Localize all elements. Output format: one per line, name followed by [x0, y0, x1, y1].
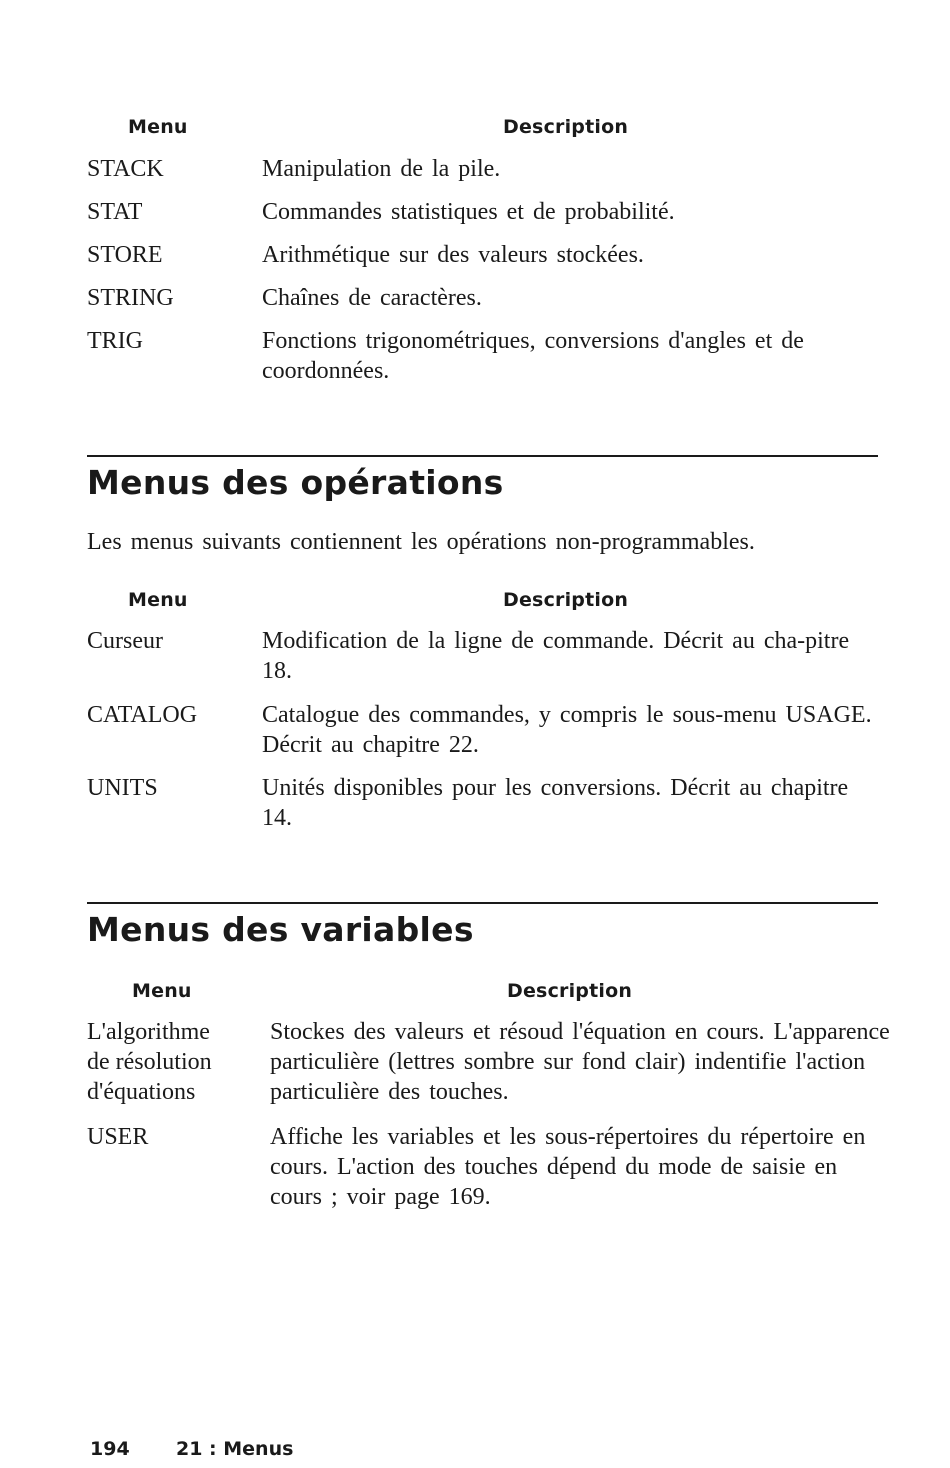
table3-header-menu: Menu: [132, 980, 192, 1002]
menu-description: Arithmétique sur des valeurs stockées.: [262, 242, 644, 268]
page-number: 194: [90, 1438, 130, 1460]
menu-name: UNITS: [87, 775, 158, 801]
menu-description: Chaînes de caractères.: [262, 285, 482, 311]
menu-description: Commandes statistiques et de probabilité.: [262, 199, 675, 225]
table2-header-menu: Menu: [128, 589, 188, 611]
table2-header-description: Description: [503, 589, 629, 611]
menu-name: STAT: [87, 199, 143, 225]
table1-header-description: Description: [503, 116, 629, 138]
menu-name: USER: [87, 1124, 149, 1150]
menu-name: L'algorithme de résolution d'équations: [87, 1019, 212, 1105]
menu-name: CATALOG: [87, 702, 198, 728]
menu-description: Stockes des valeurs et résoud l'équation en cours. L'apparence particulière (lettres sombre sur fond clair) indentifie l'action particulière des touches.: [270, 1019, 890, 1105]
menu-name: STRING: [87, 285, 174, 311]
menu-name: Curseur: [87, 628, 163, 654]
menu-description: Modification de la ligne de commande. Décrit au cha-pitre 18.: [262, 628, 850, 684]
menu-description: Manipulation de la pile.: [262, 156, 501, 182]
menu-name: TRIG: [87, 328, 143, 354]
section-heading-operations: Menus des opérations: [87, 463, 504, 502]
section-heading-variables: Menus des variables: [87, 910, 474, 949]
chapter-label: 21 : Menus: [176, 1438, 294, 1460]
table1-header-menu: Menu: [128, 116, 188, 138]
menu-description: Unités disponibles pour les conversions. Décrit au chapitre 14.: [262, 775, 849, 831]
menu-name: STACK: [87, 156, 164, 182]
menu-description: Affiche les variables et les sous-répertoires du répertoire en cours. L'action des touches dépend du mode de saisie en cours ; voir page 169.: [270, 1124, 866, 1210]
menu-description: Catalogue des commandes, y compris le sous-menu USAGE. Décrit au chapitre 22.: [262, 702, 872, 758]
menu-name: STORE: [87, 242, 163, 268]
table3-header-description: Description: [507, 980, 633, 1002]
section-divider: [87, 902, 878, 904]
section-intro: Les menus suivants contiennent les opérations non-programmables.: [87, 529, 755, 555]
section-divider: [87, 455, 878, 457]
menu-description: Fonctions trigonométriques, conversions d'angles et de coordonnées.: [262, 328, 804, 384]
